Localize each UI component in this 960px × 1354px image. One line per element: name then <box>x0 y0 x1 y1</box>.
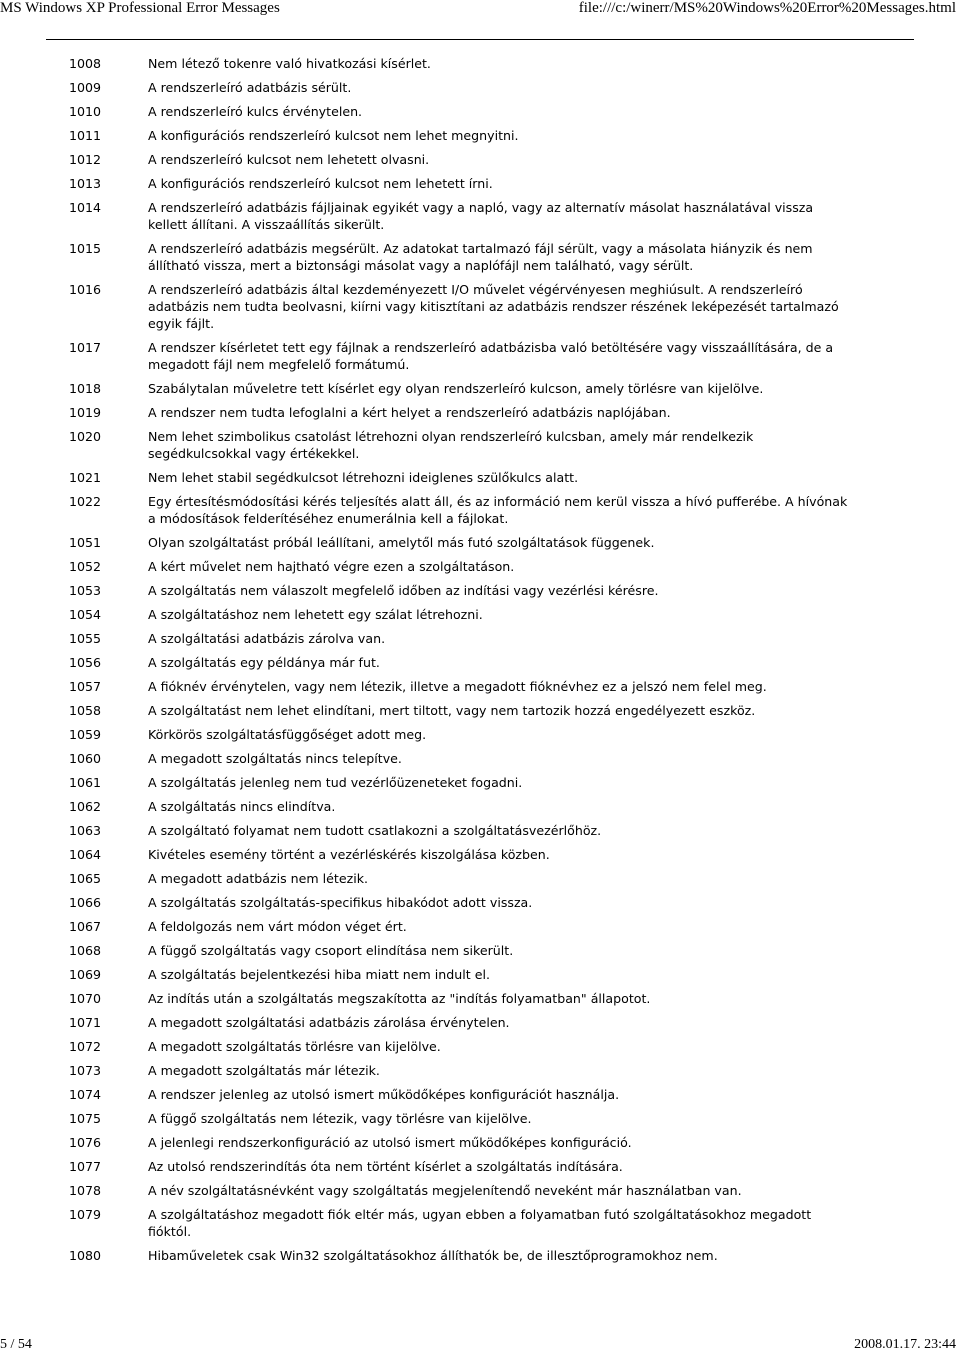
error-entry <box>69 1206 849 1240</box>
error-code: 1018 <box>69 381 102 396</box>
error-message: A megadott szolgáltatás már létezik. <box>148 1063 380 1078</box>
error-message: Nem lehet stabil segédkulcsot létrehozni ideiglenes szülőkulcs alatt. <box>148 470 579 485</box>
error-entry <box>69 1247 849 1264</box>
error-code: 1057 <box>69 679 102 694</box>
error-message: A szolgáltatási adatbázis zárolva van. <box>148 631 386 646</box>
error-message: A szolgáltatás szolgáltatás-specifikus hibakódot adott vissza. <box>148 895 533 910</box>
error-message: Hibaműveletek csak Win32 szolgáltatásokhoz állíthatók be, de illesztőprogramokhoz nem. <box>148 1248 718 1263</box>
error-entry <box>69 726 849 743</box>
error-message: A feldolgozás nem várt módon véget ért. <box>148 919 407 934</box>
error-code: 1063 <box>69 823 102 838</box>
error-entry <box>69 774 849 791</box>
error-entry <box>69 1182 849 1199</box>
error-message: A kért művelet nem hajtható végre ezen a szolgáltatáson. <box>148 559 515 574</box>
error-entry <box>69 1062 849 1079</box>
error-entry <box>69 798 849 815</box>
page-footer <box>0 1337 960 1354</box>
error-code: 1080 <box>69 1248 102 1263</box>
error-message: A szolgáltatáshoz megadott fiók eltér más, ugyan ebben a folyamatban futó szolgáltatásokhoz megadott fióktól. <box>148 1207 812 1239</box>
error-entry <box>69 79 849 96</box>
error-message: A megadott szolgáltatási adatbázis zárolása érvénytelen. <box>148 1015 510 1030</box>
error-entry <box>69 1038 849 1055</box>
error-code: 1067 <box>69 919 102 934</box>
error-code: 1008 <box>69 56 102 71</box>
error-entry <box>69 1134 849 1151</box>
error-code: 1059 <box>69 727 102 742</box>
error-code: 1074 <box>69 1087 102 1102</box>
error-code: 1021 <box>69 470 102 485</box>
document-path: file:///c:/winerr/MS%20Windows%20Error%20Messages.html <box>578 0 956 16</box>
error-code: 1069 <box>69 967 102 982</box>
error-code: 1065 <box>69 871 102 886</box>
error-entry <box>69 1158 849 1175</box>
error-entry <box>69 1014 849 1031</box>
error-message: A megadott adatbázis nem létezik. <box>148 871 369 886</box>
error-entry <box>69 534 849 551</box>
error-entry <box>69 55 849 72</box>
error-entry <box>69 654 849 671</box>
error-message: A rendszer nem tudta lefoglalni a kért helyet a rendszerleíró adatbázis naplójában. <box>148 405 671 420</box>
error-message: A rendszerleíró adatbázis által kezdeményezett I/O művelet végérvényesen meghiúsult. A rendszerleíró adatbázis nem tudta beolvasni, kiírni vagy kitisztítani az adatbázis rendszer részének leképezését tartalmazó egyik fájlt. <box>148 282 839 331</box>
error-entry <box>69 380 849 397</box>
error-message: A rendszer jelenleg az utolsó ismert működőképes konfigurációt használja. <box>148 1087 620 1102</box>
error-entry <box>69 103 849 120</box>
page-header <box>0 0 960 18</box>
error-code: 1019 <box>69 405 102 420</box>
error-message: Az indítás után a szolgáltatás megszakította az "indítás folyamatban" állapotot. <box>148 991 651 1006</box>
header-rule <box>46 39 914 40</box>
error-code: 1058 <box>69 703 102 718</box>
error-entry <box>69 493 849 527</box>
error-message: Szabálytalan műveletre tett kísérlet egy olyan rendszerleíró kulcson, amely törlésre van kijelölve. <box>148 381 764 396</box>
page-number: 5 / 54 <box>0 1337 32 1352</box>
error-entry <box>69 175 849 192</box>
error-code: 1061 <box>69 775 102 790</box>
error-message: A szolgáltatáshoz nem lehetett egy szálat létrehozni. <box>148 607 483 622</box>
error-code: 1068 <box>69 943 102 958</box>
error-message: A megadott szolgáltatás nincs telepítve. <box>148 751 402 766</box>
error-message: Olyan szolgáltatást próbál leállítani, amelytől más futó szolgáltatások függenek. <box>148 535 655 550</box>
error-code: 1073 <box>69 1063 102 1078</box>
error-code: 1078 <box>69 1183 102 1198</box>
error-code: 1022 <box>69 494 102 509</box>
error-message: A függő szolgáltatás vagy csoport elindítása nem sikerült. <box>148 943 514 958</box>
error-message: Nem létező tokenre való hivatkozási kísérlet. <box>148 56 431 71</box>
error-code: 1075 <box>69 1111 102 1126</box>
error-code: 1056 <box>69 655 102 670</box>
error-code: 1020 <box>69 429 102 444</box>
error-message: A rendszerleíró adatbázis megsérült. Az adatokat tartalmazó fájl sérült, vagy a másolata hiányzik és nem állítható vissza, mert a biztonsági másolat vagy a naplófájl nem található, vagy sérült. <box>148 241 813 273</box>
error-code: 1010 <box>69 104 102 119</box>
error-code: 1066 <box>69 895 102 910</box>
error-message: A szolgáltatást nem lehet elindítani, mert tiltott, vagy nem tartozik hozzá engedélyezett eszköz. <box>148 703 756 718</box>
error-code: 1011 <box>69 128 102 143</box>
error-code: 1051 <box>69 535 102 550</box>
error-message: A szolgáltató folyamat nem tudott csatlakozni a szolgáltatásvezérlőhöz. <box>148 823 602 838</box>
error-message: Az utolsó rendszerindítás óta nem történt kísérlet a szolgáltatás indítására. <box>148 1159 623 1174</box>
error-code: 1076 <box>69 1135 102 1150</box>
error-entry <box>69 1110 849 1127</box>
error-message: A szolgáltatás egy példánya már fut. <box>148 655 380 670</box>
error-message: A rendszerleíró kulcsot nem lehetett olvasni. <box>148 152 430 167</box>
error-entry <box>69 469 849 486</box>
error-code: 1013 <box>69 176 102 191</box>
error-entry <box>69 339 849 373</box>
error-code: 1079 <box>69 1207 102 1222</box>
error-entry <box>69 870 849 887</box>
error-entry <box>69 151 849 168</box>
error-entry <box>69 966 849 983</box>
error-message: A név szolgáltatásnévként vagy szolgáltatás megjelenítendő neveként már használatban van. <box>148 1183 742 1198</box>
error-code: 1071 <box>69 1015 102 1030</box>
error-entry <box>69 582 849 599</box>
error-entry <box>69 1086 849 1103</box>
error-entry <box>69 240 849 274</box>
error-message: A szolgáltatás bejelentkezési hiba miatt nem indult el. <box>148 967 490 982</box>
error-entry <box>69 281 849 332</box>
error-message: A fióknév érvénytelen, vagy nem létezik, illetve a megadott fióknévhez ez a jelszó nem felel meg. <box>148 679 767 694</box>
error-code: 1064 <box>69 847 102 862</box>
error-message: Kivételes esemény történt a vezérléskérés kiszolgálása közben. <box>148 847 550 862</box>
error-message: A megadott szolgáltatás törlésre van kijelölve. <box>148 1039 441 1054</box>
error-entry <box>69 990 849 1007</box>
error-entry <box>69 428 849 462</box>
error-message: A rendszerleíró adatbázis fájljainak egyikét vagy a napló, vagy az alternatív másolat használatával vissza kellett állítani. A visszaállítás sikerült. <box>148 200 814 232</box>
error-message: A jelenlegi rendszerkonfiguráció az utolsó ismert működőképes konfiguráció. <box>148 1135 632 1150</box>
error-entry <box>69 630 849 647</box>
error-code: 1015 <box>69 241 102 256</box>
error-code: 1052 <box>69 559 102 574</box>
error-message: A konfigurációs rendszerleíró kulcsot nem lehetett írni. <box>148 176 493 191</box>
error-entry <box>69 846 849 863</box>
error-entry <box>69 918 849 935</box>
error-entry <box>69 750 849 767</box>
error-code: 1012 <box>69 152 102 167</box>
error-entry <box>69 942 849 959</box>
error-code: 1060 <box>69 751 102 766</box>
error-message: A szolgáltatás nem válaszolt megfelelő időben az indítási vagy vezérlési kérésre. <box>148 583 659 598</box>
error-code: 1070 <box>69 991 102 1006</box>
error-code: 1053 <box>69 583 102 598</box>
error-code: 1072 <box>69 1039 102 1054</box>
document-title: MS Windows XP Professional Error Messages <box>0 0 280 16</box>
error-entry <box>69 404 849 421</box>
error-code: 1055 <box>69 631 102 646</box>
error-message: Körkörös szolgáltatásfüggőséget adott meg. <box>148 727 427 742</box>
error-entry <box>69 894 849 911</box>
error-entry <box>69 558 849 575</box>
error-message: A szolgáltatás nincs elindítva. <box>148 799 336 814</box>
error-entry <box>69 199 849 233</box>
error-message: A konfigurációs rendszerleíró kulcsot nem lehet megnyitni. <box>148 128 519 143</box>
error-message: A rendszerleíró adatbázis sérült. <box>148 80 352 95</box>
error-code: 1062 <box>69 799 102 814</box>
error-entry <box>69 606 849 623</box>
error-code: 1054 <box>69 607 102 622</box>
error-message: Nem lehet szimbolikus csatolást létrehozni olyan rendszerleíró kulcsban, amely már rendelkezik segédkulcsokkal vagy értékekkel. <box>148 429 754 461</box>
error-code: 1017 <box>69 340 102 355</box>
error-entry <box>69 127 849 144</box>
error-list <box>69 55 849 1271</box>
error-code: 1009 <box>69 80 102 95</box>
error-code: 1016 <box>69 282 102 297</box>
error-message: A rendszer kísérletet tett egy fájlnak a rendszerleíró adatbázisba való betöltésére vagy visszaállítására, de a megadott fájl nem megfelelő formátumú. <box>148 340 834 372</box>
error-entry <box>69 822 849 839</box>
error-message: A rendszerleíró kulcs érvénytelen. <box>148 104 363 119</box>
error-entry <box>69 702 849 719</box>
error-entry <box>69 678 849 695</box>
error-message: A függő szolgáltatás nem létezik, vagy törlésre van kijelölve. <box>148 1111 532 1126</box>
error-message: Egy értesítésmódosítási kérés teljesítés alatt áll, és az információ nem kerül vissza a hívó pufferébe. A hívónak a módosítások felderítéséhez enumerálnia kell a fájlokat. <box>148 494 848 526</box>
error-code: 1014 <box>69 200 102 215</box>
print-datetime: 2008.01.17. 23:44 <box>854 1337 956 1352</box>
error-message: A szolgáltatás jelenleg nem tud vezérlőüzeneteket fogadni. <box>148 775 523 790</box>
error-code: 1077 <box>69 1159 102 1174</box>
